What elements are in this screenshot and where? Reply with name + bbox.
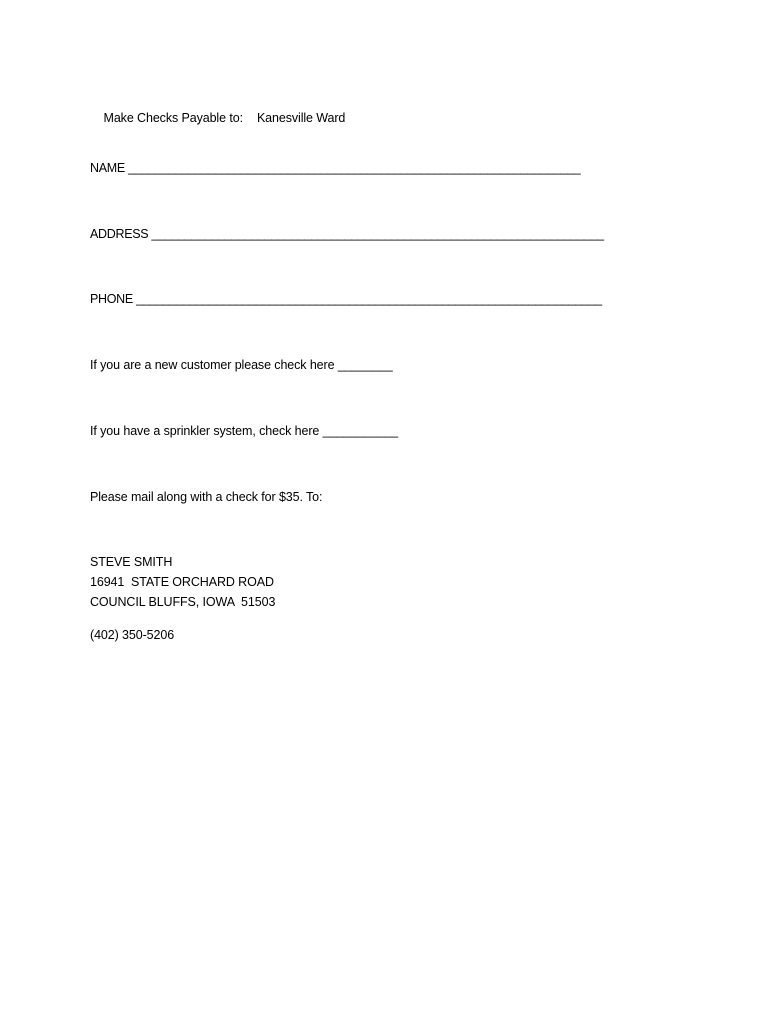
sprinkler-check-line: If you have a sprinkler system, check here ___________ <box>90 424 398 438</box>
name-field-line: NAME ____________________________________________________________________ <box>90 161 581 175</box>
mailing-city-state-zip: COUNCIL BLUFFS, IOWA 51503 <box>90 595 276 609</box>
payable-row <box>90 94 345 142</box>
mail-instruction: Please mail along with a check for $35. To: <box>90 490 323 504</box>
payable-label: Make Checks Payable to: <box>103 111 243 125</box>
mailing-name: STEVE SMITH <box>90 555 173 569</box>
phone-field-line: PHONE ______________________________________________________________________ <box>90 292 602 306</box>
address-field-line: ADDRESS ____________________________________________________________________ <box>90 227 604 241</box>
new-customer-check-line: If you are a new customer please check here ________ <box>90 358 393 372</box>
mailing-phone: (402) 350-5206 <box>90 628 175 642</box>
mailing-street: 16941 STATE ORCHARD ROAD <box>90 575 274 589</box>
payable-value: Kanesville Ward <box>256 111 346 125</box>
